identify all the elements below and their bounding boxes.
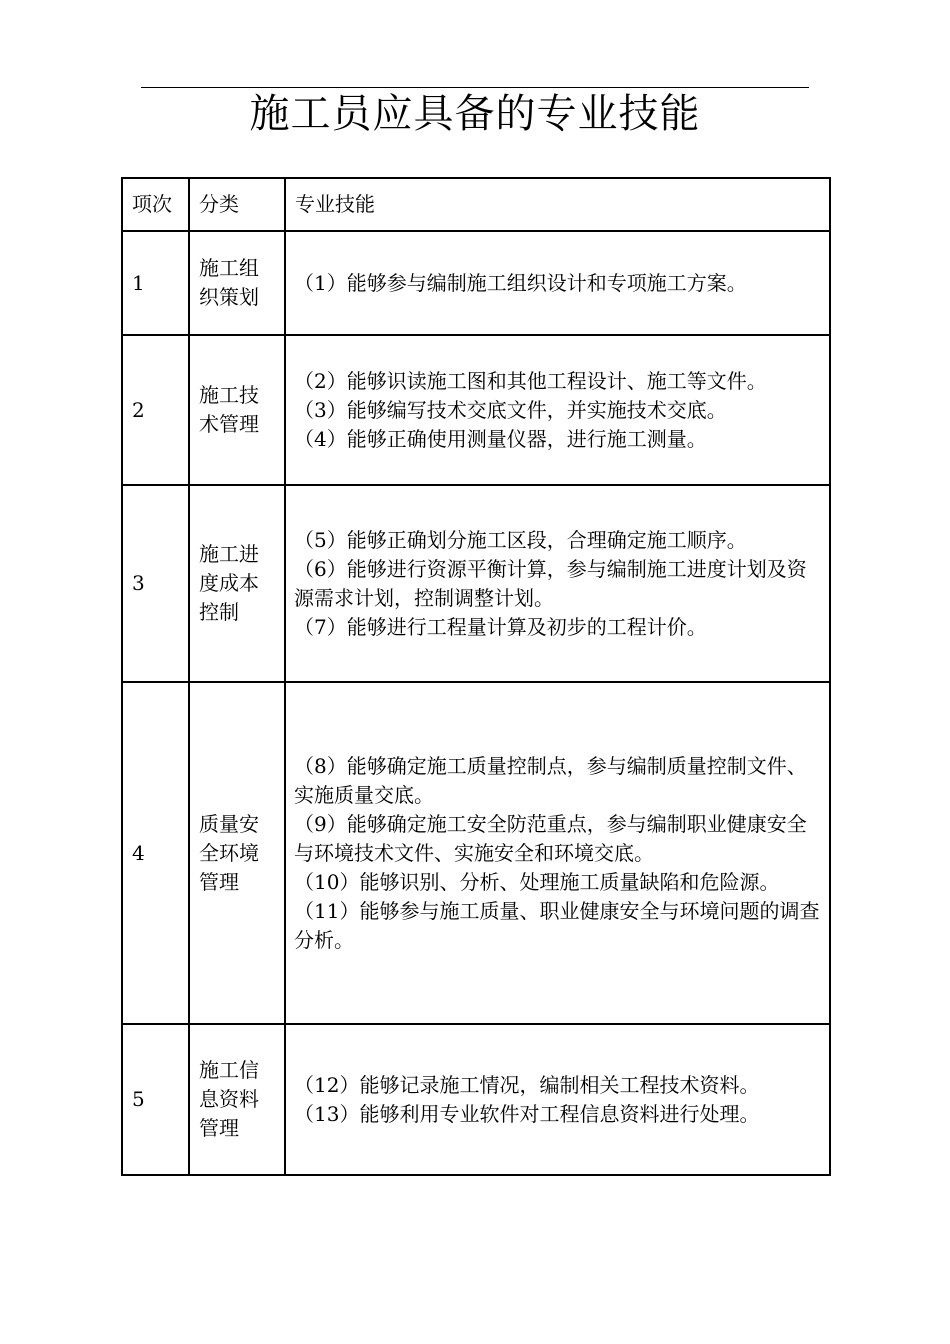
header-category: 分类 [189,178,285,231]
row-number: 3 [122,485,189,682]
category-text: 施工信息资料管理 [199,1058,259,1140]
skill-item: （3）能够编写技术交底文件，并实施技术交底。 [294,397,727,422]
table-row [122,485,830,682]
row-category [189,1024,285,1175]
table-row [122,682,830,1024]
skill-item: （9）能够确定施工安全防范重点，参与编制职业健康安全与环境技术文件、实施安全和环境交底。 [294,811,807,865]
row-skills [285,1024,830,1175]
skills-table [121,177,831,1176]
table-header-row [122,178,830,231]
skill-item: （8）能够确定施工质量控制点，参与编制质量控制文件、实施质量交底。 [294,753,807,807]
skill-item: （4）能够正确使用测量仪器，进行施工测量。 [294,426,707,451]
skill-item: （2）能够识读施工图和其他工程设计、施工等文件。 [294,368,767,393]
skill-item: （10）能够识别、分析、处理施工质量缺陷和危险源。 [294,869,780,894]
row-category [189,682,285,1024]
table-row [122,335,830,485]
header-item-no: 项次 [122,178,189,231]
row-number: 5 [122,1024,189,1175]
header-skills: 专业技能 [285,178,830,231]
skill-item: （1）能够参与编制施工组织设计和专项施工方案。 [294,270,747,295]
row-category [189,231,285,335]
document-title: 施工员应具备的专业技能 [249,91,701,137]
row-category [189,335,285,485]
table-row [122,1024,830,1175]
category-text: 质量安全环境管理 [199,811,259,894]
category-text: 施工技术管理 [199,383,259,436]
row-number: 1 [122,231,189,335]
skill-item: （5）能够正确划分施工区段，合理确定施工顺序。 [294,527,747,552]
row-skills [285,682,830,1024]
row-number: 2 [122,335,189,485]
table-row [122,231,830,335]
row-skills [285,231,830,335]
row-skills [285,335,830,485]
skill-item: （13）能够利用专业软件对工程信息资料进行处理。 [294,1101,760,1126]
row-category [189,485,285,682]
skill-item: （11）能够参与施工质量、职业健康安全与环境问题的调查分析。 [294,898,820,952]
skill-item: （12）能够记录施工情况，编制相关工程技术资料。 [294,1072,760,1097]
row-skills [285,485,830,682]
category-text: 施工进度成本控制 [199,542,259,624]
row-number: 4 [122,682,189,1024]
category-text: 施工组织策划 [199,256,259,309]
skill-item: （7）能够进行工程量计算及初步的工程计价。 [294,614,707,639]
skill-item: （6）能够进行资源平衡计算，参与编制施工进度计划及资源需求计划，控制调整计划。 [294,556,807,610]
